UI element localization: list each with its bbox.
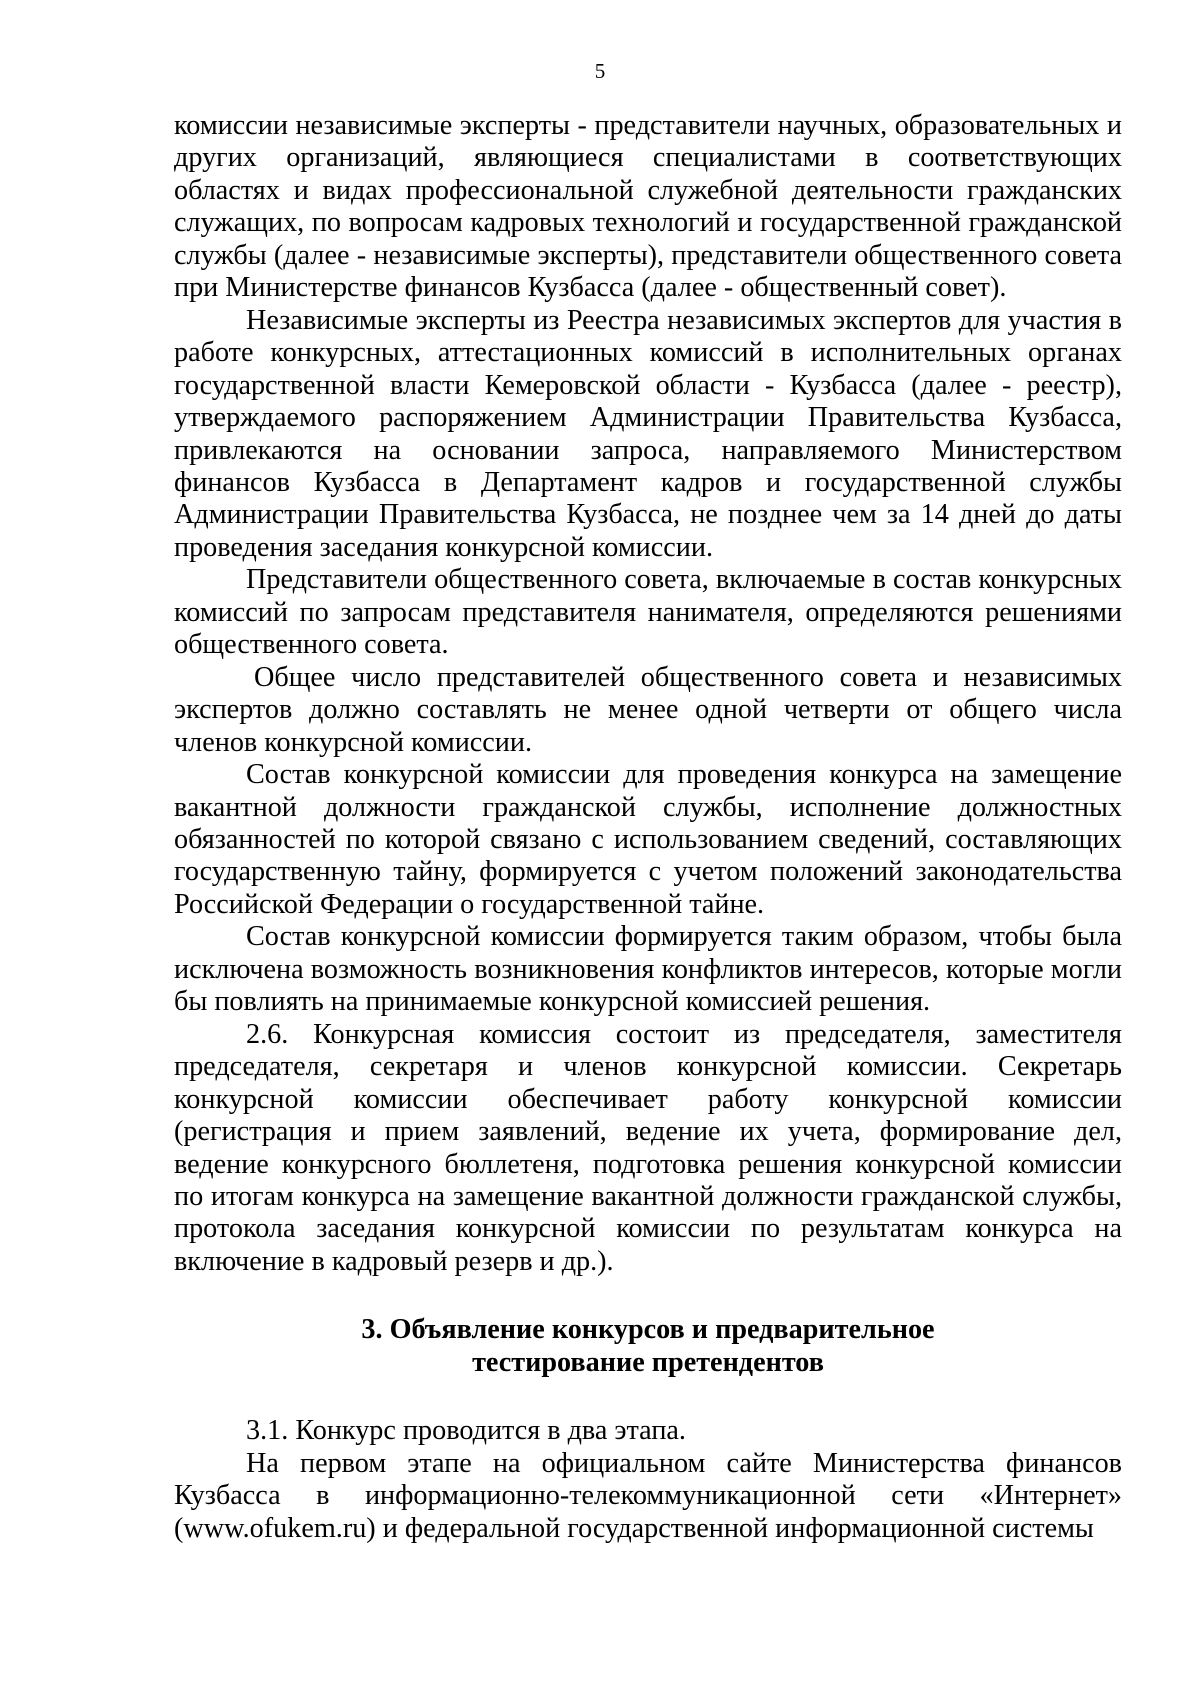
paragraph-state-secret: Состав конкурсной комиссии для проведения конкурса на замещение вакантной должности гражданской службы, исполнение должностных обязанностей по которой связано с использованием сведений, составляющих государственную тайну, формируется с учетом положений законодательства Российской Федерации о государственной тайне. [174, 759, 1122, 920]
paragraph-clause-3-1: 3.1. Конкурс проводится в два этапа. [246, 1415, 686, 1447]
document-body [174, 110, 1122, 1545]
paragraph-continuation: комиссии независимые эксперты - представители научных, образовательных и других организаций, являющиеся специалистами в соответствующих областях и видах профессиональной служебной деятельности гражданских служащих, по вопросам кадровых технологий и государственной гражданской службы (далее - независимые эксперты), представители общественного совета при Министерстве финансов Кузбасса (далее - общественный совет). [174, 110, 1122, 304]
paragraph-quarter-rule: Общее число представителей общественного совета и независимых экспертов должно составлять не менее одной четверти от общего числа членов конкурсной комиссии. [174, 661, 1122, 758]
paragraph-public-council: Представители общественного совета, включаемые в состав конкурсных комиссий по запросам представителя нанимателя, определяются решениями общественного совета. [174, 564, 1122, 661]
paragraph-conflict-of-interest: Состав конкурсной комиссии формируется таким образом, чтобы была исключена возможность возникновения конфликтов интересов, которые могли бы повлиять на принимаемые конкурсной комиссией решения. [174, 921, 1122, 1018]
paragraph-independent-experts: Независимые эксперты из Реестра независимых экспертов для участия в работе конкурсных, аттестационных комиссий в исполнительных органах государственной власти Кемеровской области - Кузбасса (далее - реестр), утверждаемого распоряжением Администрации Правительства Кузбасса, привлекаются на основании запроса, направляемого Министерством финансов Кузбасса в Департамент кадров и государственной службы Администрации Правительства Кузбасса, не позднее чем за 14 дней до даты проведения заседания конкурсной комиссии. [174, 304, 1122, 563]
section-heading-line-2: тестирование претендентов [472, 1346, 824, 1378]
section-heading [174, 1314, 1122, 1379]
page-number: 5 [594, 59, 606, 83]
paragraph-first-stage: На первом этапе на официальном сайте Министерства финансов Кузбасса в информационно-телекоммуникационной сети «Интернет» (www.ofukem.ru) и федеральной государственной информационной системы [174, 1447, 1122, 1544]
paragraph-clause-2-6: 2.6. Конкурсная комиссия состоит из председателя, заместителя председателя, секретаря и членов конкурсной комиссии. Секретарь конкурсной комиссии обеспечивает работу конкурсной комиссии (регистрация и прием заявлений, ведение их учета, формирование дел, ведение конкурсного бюллетеня, подготовка решения конкурсной комиссии по итогам конкурса на замещение вакантной должности гражданской службы, протокола заседания конкурсной комиссии по результатам конкурса на включение в кадровый резерв и др.). [174, 1018, 1122, 1277]
section-heading-line-1: 3. Объявление конкурсов и предварительное [361, 1314, 935, 1346]
